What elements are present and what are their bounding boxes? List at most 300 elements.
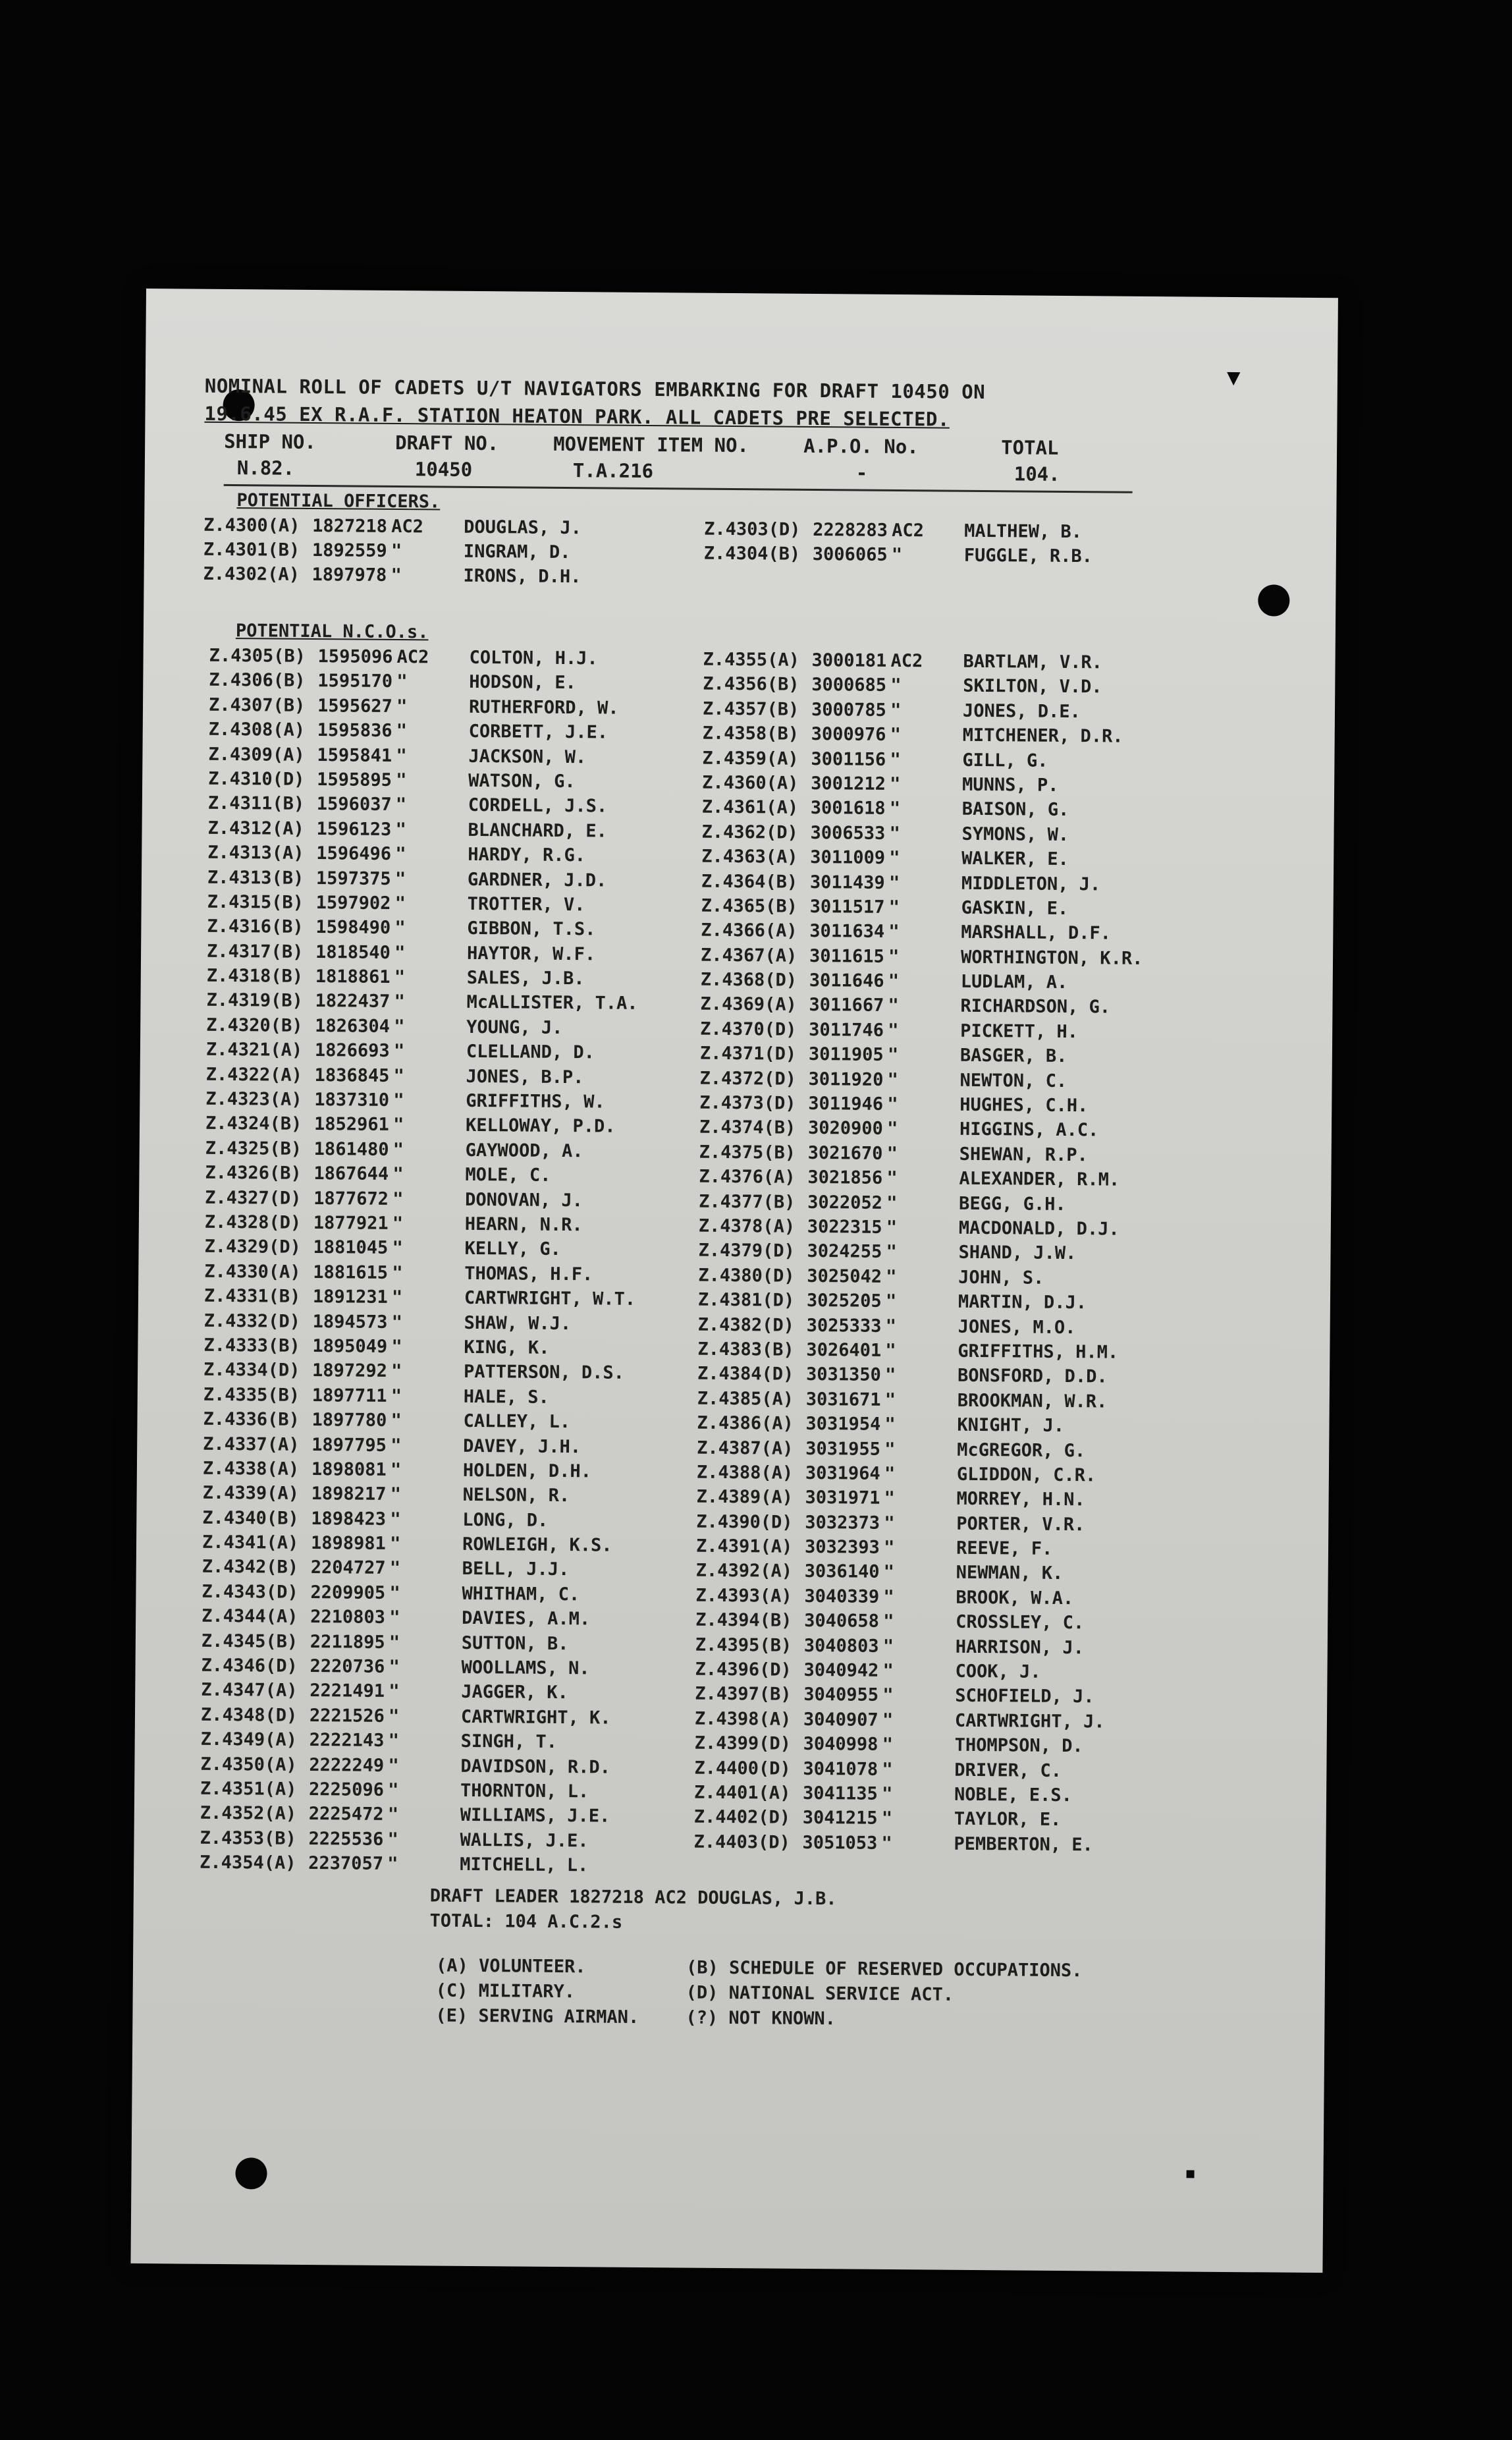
service-number: 1892559: [311, 540, 387, 561]
service-number: 1826693: [314, 1040, 390, 1062]
service-number: 2210803: [310, 1607, 386, 1628]
cadet-name: MOLE, C.: [465, 1165, 551, 1186]
service-number: 3040955: [803, 1684, 879, 1706]
rank: ": [885, 1316, 897, 1337]
rank: ": [391, 1385, 402, 1406]
rank: ": [884, 1463, 896, 1484]
cadet-number: Z.4333(B): [203, 1335, 300, 1356]
service-number: 3026401: [806, 1339, 882, 1361]
rank: ": [394, 1016, 405, 1037]
table-row: [209, 695, 736, 724]
table-row: [203, 515, 730, 543]
rank: ": [389, 1632, 400, 1653]
cadet-number: Z.4399(D): [694, 1733, 792, 1754]
cadet-number: Z.4377(B): [699, 1191, 796, 1213]
cadet-name: DAVIDSON, R.D.: [460, 1756, 611, 1778]
service-number: 3000976: [811, 724, 886, 746]
legend-national-service: (D) NATIONAL SERVICE ACT.: [686, 1982, 954, 2005]
cadet-number: Z.4397(B): [695, 1684, 792, 1705]
rank: ": [886, 1242, 897, 1263]
cadet-name: BROOKMAN, W.R.: [957, 1390, 1108, 1412]
service-number: 3021856: [807, 1167, 883, 1189]
cadet-name: NOBLE, E.S.: [954, 1784, 1073, 1806]
rank: ": [885, 1340, 896, 1361]
rank: ": [394, 868, 406, 889]
cadet-name: PORTER, V.R.: [956, 1513, 1085, 1535]
cadet-number: Z.4321(A): [205, 1040, 303, 1061]
cadet-name: WALKER, E.: [961, 848, 1069, 870]
cadet-name: McALLISTER, T.A.: [466, 992, 638, 1014]
legend-block: [435, 1956, 1272, 2041]
table-row: [205, 1163, 732, 1192]
corner-mark-icon: ▼: [1226, 364, 1241, 391]
table-row: [703, 723, 1229, 752]
service-number: 1898217: [311, 1483, 387, 1505]
cadet-number: Z.4395(B): [695, 1634, 792, 1656]
cadet-name: CARTWRIGHT, W.T.: [464, 1287, 636, 1310]
rank: ": [392, 1164, 404, 1185]
table-row: [209, 646, 736, 675]
cadet-number: Z.4367(A): [700, 945, 797, 966]
rank: ": [889, 798, 901, 819]
table-row: [699, 1093, 1226, 1122]
header-apo-label: A.P.O. No.: [803, 434, 919, 458]
cadet-number: Z.4402(D): [693, 1806, 791, 1829]
rank: ": [887, 1045, 899, 1066]
cadet-number: Z.4350(A): [200, 1754, 297, 1775]
service-number: 3006533: [810, 822, 886, 844]
table-row: [703, 698, 1229, 727]
rank: ": [396, 696, 408, 717]
cadet-number: Z.4359(A): [702, 748, 799, 769]
table-row: [203, 1384, 730, 1413]
cadet-number: Z.4364(B): [701, 871, 798, 893]
rank: ": [389, 1558, 401, 1579]
table-row: [204, 1262, 731, 1290]
service-number: 2220736: [310, 1656, 385, 1677]
cadet-name: MALTHEW, B.: [964, 520, 1083, 543]
cadet-name: SCHOFIELD, J.: [955, 1686, 1094, 1707]
cadet-name: COLTON, H.J.: [469, 647, 598, 669]
legend-reserved-occupations: (B) SCHEDULE OF RESERVED OCCUPATIONS.: [686, 1957, 1083, 1982]
service-number: 3040803: [803, 1635, 879, 1657]
cadet-number: Z.4347(A): [201, 1680, 298, 1702]
rank: ": [390, 1459, 402, 1480]
cadet-name: HARRISON, J.: [955, 1636, 1085, 1658]
rank: ": [394, 991, 405, 1012]
table-row: [208, 769, 735, 798]
service-number: 1818540: [315, 941, 391, 963]
rank: ": [881, 1833, 892, 1854]
cadet-name: ALEXANDER, R.M.: [959, 1168, 1120, 1190]
table-row: [202, 1483, 729, 1512]
section-heading-officers: POTENTIAL OFFICERS.: [236, 490, 441, 513]
service-number: 3036140: [804, 1561, 880, 1583]
service-number: 3025042: [807, 1265, 882, 1287]
table-row: [698, 1240, 1225, 1269]
cadet-number: Z.4300(A): [203, 514, 300, 536]
legend-not-known: (?) NOT KNOWN.: [686, 2007, 836, 2030]
service-number: 1836845: [314, 1065, 390, 1086]
table-row: [699, 1117, 1226, 1146]
rank: ": [391, 540, 402, 562]
cadet-number: Z.4394(B): [695, 1609, 792, 1631]
cadet-number: Z.4327(D): [205, 1187, 302, 1209]
legend-volunteer: (A) VOLUNTEER.: [435, 1955, 586, 1978]
cadet-name: JONES, D.E.: [962, 700, 1081, 722]
cadet-number: Z.4400(D): [694, 1758, 791, 1779]
table-row: [704, 519, 1231, 547]
table-row: [200, 1827, 726, 1856]
rank: ": [882, 1636, 894, 1657]
cadet-number: Z.4373(D): [699, 1092, 796, 1114]
service-number: 3011905: [808, 1044, 884, 1066]
rank: ": [395, 844, 406, 865]
table-row: [202, 1532, 729, 1561]
service-number: 1595627: [317, 695, 392, 717]
header-ship-label: SHIP NO.: [224, 430, 316, 454]
table-row: [696, 1536, 1223, 1565]
cadet-name: McGREGOR, G.: [957, 1439, 1086, 1461]
service-number: 2209905: [310, 1582, 386, 1603]
rank: ": [396, 745, 407, 766]
service-number: 3011439: [809, 872, 885, 893]
rank: ": [888, 995, 899, 1016]
rank: ": [394, 918, 406, 939]
cadet-number: Z.4323(A): [205, 1088, 302, 1110]
rank: ": [389, 1582, 400, 1603]
table-row: [697, 1413, 1224, 1442]
table-row: [695, 1733, 1222, 1762]
rank: ": [393, 1090, 404, 1111]
cadet-number: Z.4307(B): [208, 694, 306, 716]
rank: ": [886, 1168, 898, 1189]
service-number: 3006065: [812, 543, 888, 565]
cadet-name: GLIDDON, C.R.: [956, 1464, 1096, 1486]
cadet-number: Z.4403(D): [693, 1831, 790, 1853]
table-row: [202, 1582, 728, 1611]
rank: ": [396, 671, 408, 692]
cadet-name: THOMPSON, D.: [954, 1734, 1083, 1757]
section-heading-ncos: POTENTIAL N.C.O.s.: [235, 621, 429, 643]
cadet-number: Z.4360(A): [702, 772, 799, 794]
service-number: 3031954: [805, 1414, 881, 1435]
service-number: 3025205: [806, 1290, 882, 1312]
cadet-name: SALES, J.B.: [466, 967, 585, 989]
cadet-name: KING, K.: [464, 1337, 550, 1358]
table-row: [202, 1630, 728, 1659]
ncos-table: [193, 646, 1283, 1893]
rank: ": [886, 1192, 898, 1213]
cadet-name: DAVEY, J.H.: [463, 1435, 581, 1457]
service-number: 3040907: [803, 1709, 878, 1731]
cadet-name: PATTERSON, D.S.: [463, 1362, 625, 1384]
service-number: 3011009: [810, 847, 886, 868]
table-row: [200, 1754, 727, 1783]
rank: ": [884, 1512, 895, 1534]
cadet-name: HUGHES, C.H.: [959, 1094, 1089, 1117]
cadet-name: INGRAM, D.: [463, 541, 571, 563]
corner-mark-small-icon: ■: [1186, 2165, 1195, 2181]
cadet-number: Z.4305(B): [209, 645, 306, 667]
cadet-name: SYMONS, W.: [961, 823, 1069, 845]
table-row: [204, 1310, 731, 1339]
rank: ": [882, 1734, 894, 1756]
title-line-2: 19.6.45 EX R.A.F. STATION HEATON PARK. ALL CADETS PRE SELECTED.: [204, 402, 950, 431]
rank: ": [390, 1484, 402, 1505]
service-number: 1861480: [313, 1138, 389, 1160]
cadet-name: NEWMAN, K.: [956, 1563, 1064, 1584]
service-number: 3022315: [807, 1216, 882, 1238]
table-row: [203, 1409, 730, 1438]
cadet-number: Z.4368(D): [700, 969, 797, 991]
cadet-number: Z.4344(A): [202, 1605, 298, 1628]
rank: ": [891, 544, 903, 566]
rank: ": [886, 1143, 898, 1164]
service-number: 1596496: [316, 843, 392, 865]
service-number: 3020900: [807, 1118, 883, 1140]
rank: ": [888, 897, 900, 918]
cadet-number: Z.4375(B): [699, 1142, 796, 1163]
rank: ": [883, 1537, 895, 1559]
service-number: 2222249: [309, 1754, 385, 1776]
rank: ": [394, 893, 406, 914]
cadet-number: Z.4386(A): [697, 1412, 794, 1434]
service-number: 3051053: [802, 1832, 878, 1854]
table-row: [695, 1659, 1222, 1688]
cadet-number: Z.4330(A): [204, 1261, 301, 1283]
cadet-name: CARTWRIGHT, J.: [954, 1710, 1105, 1733]
table-row: [698, 1265, 1225, 1294]
cadet-number: Z.4391(A): [695, 1536, 793, 1557]
service-number: 1826304: [315, 1015, 391, 1037]
cadet-number: Z.4354(A): [200, 1852, 296, 1874]
cadet-number: Z.4371(D): [699, 1043, 797, 1065]
table-row: [700, 994, 1227, 1023]
cadet-number: Z.4331(B): [203, 1285, 301, 1308]
table-row: [203, 540, 730, 568]
cadet-name: KNIGHT, J.: [957, 1414, 1065, 1437]
rank: ": [391, 1410, 402, 1431]
cadet-name: HARDY, R.G.: [468, 844, 586, 866]
rank: ": [389, 1534, 401, 1555]
rank: ": [393, 1065, 405, 1086]
rank: ": [882, 1685, 894, 1706]
service-number: 1898081: [311, 1458, 387, 1480]
rank: ": [884, 1389, 896, 1410]
table-row: [699, 1216, 1226, 1245]
cadet-name: JOHN, S.: [958, 1267, 1044, 1289]
rank: ": [391, 565, 402, 586]
cadet-number: Z.4311(B): [207, 793, 305, 815]
table-row: [702, 748, 1229, 777]
cadet-name: BARTLAM, V.R.: [963, 651, 1103, 673]
table-row: [697, 1437, 1224, 1466]
cadet-number: Z.4339(A): [202, 1483, 300, 1505]
table-row: [202, 1557, 729, 1586]
cadet-name: MITCHENER, D.R.: [962, 725, 1123, 747]
cadet-name: DOUGLAS, J.: [464, 516, 582, 539]
cadet-number: Z.4334(D): [203, 1360, 300, 1381]
table-row: [695, 1610, 1222, 1639]
cadet-name: PICKETT, H.: [960, 1020, 1079, 1043]
cadet-number: Z.4357(B): [702, 698, 799, 720]
cadet-name: JAGGER, K.: [461, 1682, 568, 1704]
table-row: [699, 1167, 1226, 1196]
table-row: [702, 797, 1229, 826]
cadet-name: NELSON, R.: [462, 1485, 570, 1507]
rank: ": [395, 794, 407, 816]
service-number: 1897780: [311, 1410, 387, 1431]
rank: ": [392, 1139, 404, 1160]
cadet-name: BAISON, G.: [961, 799, 1069, 821]
cadet-name: WATSON, G.: [468, 770, 576, 792]
cadet-number: Z.4309(A): [208, 744, 305, 765]
cadet-name: DONOVAN, J.: [465, 1189, 583, 1211]
table-row: [699, 1068, 1226, 1097]
cadet-name: HOLDEN, D.H.: [462, 1460, 592, 1482]
service-number: 3011946: [808, 1093, 884, 1115]
service-number: 1891231: [312, 1287, 388, 1308]
cadet-name: CORDELL, J.S.: [468, 795, 608, 817]
table-row: [703, 650, 1229, 679]
table-row: [700, 1043, 1227, 1072]
service-number: 1597375: [315, 868, 391, 889]
cadet-name: CARTWRIGHT, K.: [460, 1706, 611, 1729]
table-row: [694, 1807, 1221, 1836]
cadet-name: JACKSON, W.: [468, 746, 587, 767]
rank: ": [395, 819, 406, 840]
service-number: 3011615: [809, 945, 884, 967]
table-row: [703, 674, 1229, 703]
rank: ": [394, 967, 406, 988]
table-row: [205, 1113, 732, 1142]
table-row: [200, 1803, 727, 1832]
rank: ": [883, 1562, 895, 1583]
cadet-number: Z.4383(B): [697, 1339, 794, 1360]
rank: ": [387, 1829, 398, 1850]
service-number: 1595096: [317, 646, 393, 667]
service-number: 3022052: [807, 1192, 883, 1213]
cadet-number: Z.4369(A): [700, 994, 797, 1016]
rank: ": [392, 1213, 404, 1234]
service-number: 3041078: [803, 1758, 878, 1780]
officers-table: [203, 515, 1283, 603]
cadet-name: TROTTER, V.: [467, 893, 585, 916]
service-number: 2228283: [813, 519, 888, 541]
service-number: 1827218: [312, 515, 388, 537]
rank: ": [889, 848, 900, 869]
service-number: 1897795: [311, 1434, 387, 1456]
cadet-number: Z.4370(D): [700, 1018, 797, 1040]
service-number: 1881615: [313, 1262, 389, 1283]
cadet-number: Z.4337(A): [203, 1433, 300, 1455]
service-number: 3011667: [809, 995, 884, 1016]
cadet-name: BLANCHARD, E.: [468, 819, 608, 842]
cadet-number: Z.4324(B): [205, 1113, 302, 1135]
rank: ": [389, 1607, 400, 1628]
cadet-number: Z.4385(A): [697, 1388, 794, 1410]
table-row: [202, 1606, 728, 1635]
rank: ": [890, 675, 902, 696]
rank: ": [389, 1681, 400, 1702]
table-row: [201, 1680, 728, 1709]
table-row: [701, 970, 1228, 999]
service-number: 3040942: [803, 1659, 879, 1681]
table-row: [206, 990, 733, 1019]
rank: ": [890, 773, 901, 794]
cadet-name: GAYWOOD, A.: [465, 1140, 583, 1162]
table-row: [697, 1364, 1224, 1393]
rank: AC2: [890, 650, 923, 672]
cadet-name: CROSSLEY, C.: [956, 1611, 1085, 1634]
table-row: [694, 1783, 1221, 1812]
service-number: 1596123: [316, 818, 392, 840]
service-number: 1595836: [317, 720, 392, 742]
rank: AC2: [391, 516, 424, 538]
table-row: [704, 543, 1231, 572]
cadet-name: LUDLAM, A.: [960, 971, 1068, 993]
cadet-name: HODSON, E.: [469, 672, 576, 694]
rank: ": [885, 1291, 897, 1312]
cadet-number: Z.4355(A): [703, 649, 800, 671]
cadet-name: WILLIAMS, J.E.: [460, 1805, 610, 1827]
cadet-name: DRIVER, C.: [954, 1760, 1062, 1781]
cadet-name: FUGGLE, R.B.: [963, 545, 1093, 567]
table-row: [205, 1064, 732, 1093]
header-ship-value: N.82.: [236, 457, 295, 480]
service-number: 1852961: [313, 1114, 389, 1136]
rank: ": [887, 1069, 898, 1090]
cadet-number: Z.4376(A): [699, 1166, 796, 1188]
cadet-name: MITCHELL, L.: [460, 1854, 589, 1876]
cadet-number: Z.4336(B): [203, 1408, 300, 1430]
cadet-name: WALLIS, J.E.: [460, 1829, 589, 1852]
rank: ": [888, 946, 900, 967]
cadet-name: ROWLEIGH, K.S.: [462, 1534, 612, 1556]
cadet-number: Z.4319(B): [206, 990, 303, 1012]
service-number: 2225472: [308, 1804, 384, 1825]
table-row: [205, 1187, 732, 1216]
title-line-1: NOMINAL ROLL OF CADETS U/T NAVIGATORS EMBARKING FOR DRAFT 10450 ON: [204, 374, 986, 404]
rank: ": [886, 1119, 898, 1140]
service-number: 3000685: [811, 675, 887, 696]
service-number: 3001212: [811, 773, 886, 794]
cadet-number: Z.4335(B): [203, 1384, 300, 1406]
service-number: 1877672: [313, 1188, 389, 1209]
cadet-number: Z.4349(A): [200, 1729, 298, 1751]
cadet-name: BONSFORD, D.D.: [957, 1366, 1108, 1387]
cadet-name: GASKIN, E.: [961, 897, 1069, 919]
service-number: 3001156: [811, 748, 886, 770]
cadet-number: Z.4310(D): [208, 768, 305, 790]
service-number: 3011920: [808, 1068, 884, 1090]
cadet-number: Z.4348(D): [200, 1704, 298, 1726]
cadet-name: GILL, G.: [962, 750, 1048, 771]
ncos-left-column: [200, 646, 736, 1881]
rank: ": [888, 970, 900, 992]
cadet-number: Z.4338(A): [202, 1458, 300, 1480]
service-number: 1881045: [313, 1237, 389, 1259]
service-number: 1595895: [317, 769, 392, 790]
rank: ": [883, 1586, 894, 1607]
cadet-number: Z.4384(D): [697, 1363, 794, 1385]
rank: ": [887, 1094, 898, 1115]
table-row: [701, 920, 1228, 949]
rank: ": [882, 1660, 894, 1681]
table-row: [699, 1142, 1226, 1171]
service-number: 1897292: [311, 1360, 388, 1382]
